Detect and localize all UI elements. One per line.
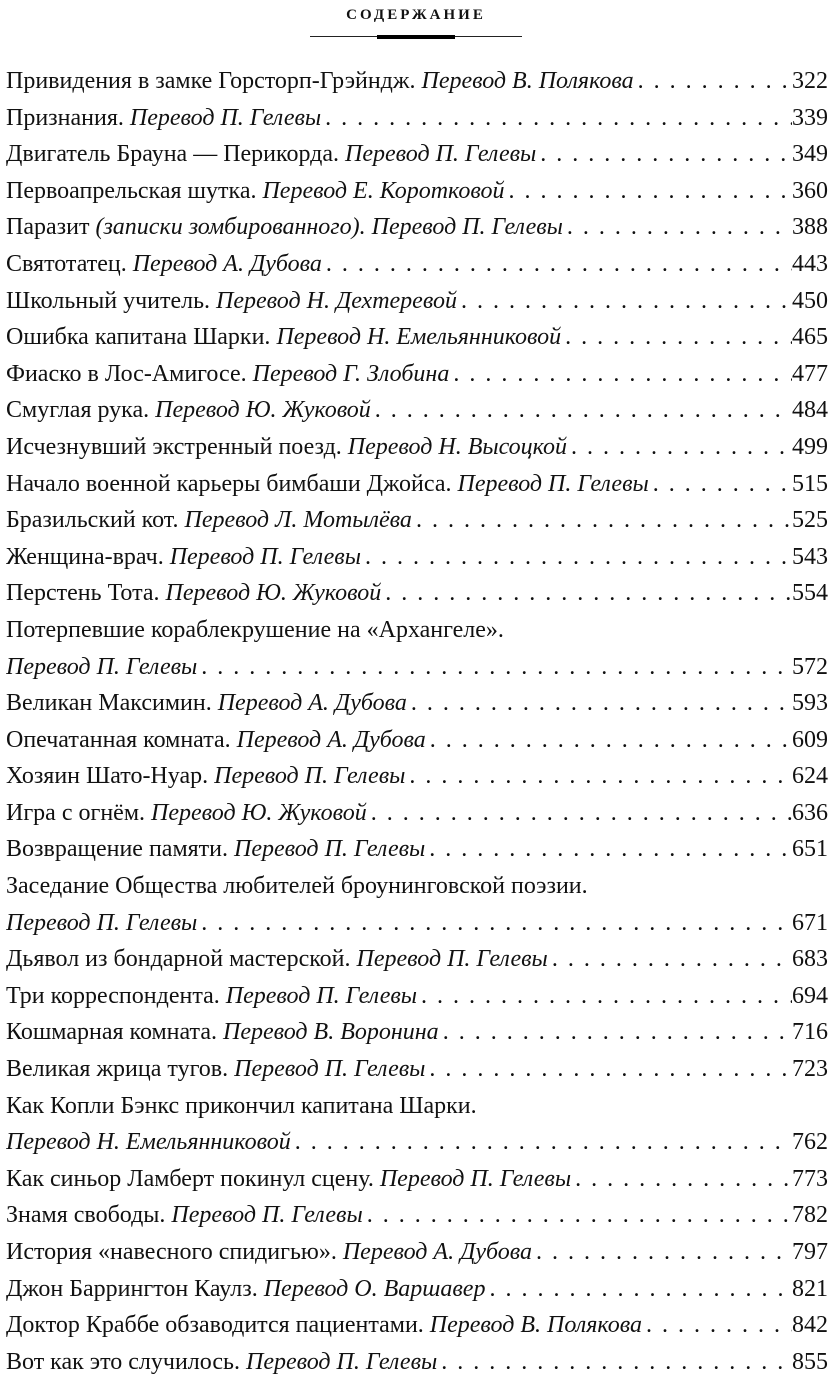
toc-entry-translator: Перевод П. Гелевы [169,543,361,570]
toc-entry-title: Джон Баррингтон Каулз. [6,1275,258,1302]
toc-entry-title-line [6,868,828,905]
toc-entry-text [6,100,321,137]
toc-entry-line [6,1344,828,1381]
toc-entry-title: История «навесного спидигью». [6,1239,337,1265]
toc-entry-title: Великая жрица тугов. [6,1056,229,1083]
toc-entry-translator: Перевод П. Гелевы [356,946,548,973]
dot-leader [457,283,792,320]
dot-leader [485,1271,792,1308]
toc-entry-text [6,209,563,246]
dot-leader [417,978,792,1015]
toc-entry-line [6,319,828,356]
toc-entry-page-number: 624 [792,763,828,790]
toc-entry-prefix [6,1124,291,1161]
dot-leader [536,136,792,173]
toc-entry-line [6,758,828,795]
toc-entry-line [6,1161,828,1198]
toc-entry-title: Перстень Тота. [6,580,160,607]
toc-entry-title: Дьявол из бондарной мастерской. [6,946,351,973]
dot-leader [322,246,792,283]
toc-entry [6,978,828,1015]
toc-entry [6,1344,828,1381]
toc-entry-text [6,758,405,795]
toc-entry-text [6,539,361,576]
toc-entry-text [6,1051,425,1088]
toc-entry-translator: Перевод Н. Дехтеревой [216,287,457,314]
toc-entry-line [6,575,828,612]
toc-entry-page-number: 636 [792,799,828,826]
toc-entry-text [6,575,381,612]
toc-entry-text [6,1197,363,1234]
toc-entry-page-number: 543 [792,543,828,570]
toc-entry-translator: Перевод П. Гелевы [245,1348,438,1375]
toc-entry-text [6,831,425,868]
toc-entry-page-number: 572 [792,653,828,680]
toc-entry [6,722,828,759]
toc-entry-translator: Перевод А. Дубова [236,726,426,753]
toc-entry-translator: Перевод Н. Емельянниковой [6,1129,291,1156]
toc-entry-text [6,173,504,210]
toc-entry-line [6,539,828,576]
toc-entry [6,612,828,685]
toc-entry-page-number: 322 [792,68,828,94]
toc-entry-translator: Перевод Ю. Жуковой [155,397,371,424]
toc-entry-title: Заседание Общества любителей броунинговской поэзии. [6,873,588,900]
toc-entry-line [6,283,828,320]
toc-entry-translator: Перевод П. Гелевы [234,1056,426,1083]
toc-entry-line [6,1051,828,1088]
toc-entry-page-number: 339 [792,104,828,131]
toc-entry-translator: Перевод П. Гелевы [345,141,537,168]
toc-entry [6,685,828,722]
toc-entry [6,319,828,356]
toc-entry-title: Хозяин Шато-Нуар. [6,763,209,790]
toc-entry-line [6,466,828,503]
toc-entry-translator: Перевод П. Гелевы [234,836,426,863]
dot-leader [367,795,792,832]
toc-entry-line [6,209,828,246]
toc-entry-translation-line [6,905,828,942]
toc-entry-title: Знамя свободы. [6,1202,166,1229]
toc-entry [6,429,828,466]
dot-leader [426,722,792,759]
toc-entry [6,1197,828,1234]
page-title: СОДЕРЖАНИЕ [346,7,486,23]
toc-entry-text [6,136,536,173]
toc-entry-translator: Перевод П. Гелевы [457,470,649,497]
dot-leader [532,1234,792,1271]
toc-entry-text [6,941,548,978]
toc-entry [6,1271,828,1308]
toc-entry [6,941,828,978]
toc-entry-line [6,392,828,429]
toc-entry-translator: Перевод П. Гелевы [379,1165,572,1192]
dot-leader [561,319,792,356]
toc-entry-line [6,429,828,466]
toc-entry-line [6,1307,828,1344]
toc-entry-page-number: 842 [792,1312,828,1339]
toc-entry-title: Смуглая рука. [6,397,150,424]
toc-entry-page-number: 484 [792,397,828,424]
toc-entry-title: Возвращение памяти. [6,836,228,863]
toc-entry-title: Школьный учитель. [6,287,211,314]
toc-entry-text [6,429,567,466]
toc-entry [6,1014,828,1051]
toc-entry-line [6,795,828,832]
toc-entry-translator: Перевод П. Гелевы [371,214,563,241]
toc-entry-title: Признания. [6,104,124,131]
toc-entry-page-number: 477 [792,360,828,387]
dot-leader [449,356,792,393]
toc-entry-title: Кошмарная комната. [6,1019,217,1046]
toc-entry-translator: Перевод Ю. Жуковой [165,580,382,607]
toc-entry-title: Великан Максимин. [6,690,212,717]
toc-entry-title: Доктор Краббе обзаводится пациентами. [6,1312,424,1339]
toc-entry-translation-line [6,1124,828,1161]
dot-leader [563,209,792,246]
dot-leader [412,502,792,539]
dot-leader [504,173,792,210]
toc-entry-translator: Перевод Л. Мотылёва [184,507,412,534]
toc-entry-title: Двигатель Брауна — Перикорда. [6,141,340,168]
toc-entry-page-number: 360 [792,177,828,204]
dot-leader [425,831,792,868]
toc-entry-text [6,722,426,759]
toc-entry-translator: Перевод П. Гелевы [171,1202,363,1229]
toc-entry-line [6,136,828,173]
toc-entry-title: Три корреспондента. [6,982,220,1009]
toc-entry-title: Опечатанная комната. [6,726,231,753]
toc-entry-page-number: 651 [792,836,828,863]
toc-entry-title: Бразильский кот. [6,507,179,534]
toc-entry-translation-line [6,649,828,686]
toc-entry [6,795,828,832]
dot-leader [571,1161,792,1198]
toc-entry-page-number: 773 [792,1165,828,1192]
dot-leader [291,1124,792,1161]
toc-entry-title-line [6,612,828,649]
toc-entry [6,1307,828,1344]
dot-leader [439,1014,792,1051]
toc-entry-line [6,502,828,539]
toc-entry-line [6,100,828,137]
toc-entry [6,831,828,868]
toc-entry-title-line [6,1088,828,1125]
toc-entry-page-number: 465 [792,324,828,351]
toc-entry-translator: Перевод В. Воронина [222,1019,439,1046]
dot-leader [197,905,792,942]
toc-entry [6,1234,828,1271]
toc-entry-text [6,1234,532,1271]
toc-entry-page-number: 716 [792,1019,828,1046]
toc-entry-translator: Перевод В. Полякова [421,68,634,94]
toc-entry-page-number: 821 [792,1275,828,1302]
toc-entry-title: Святотатец. [6,250,127,277]
toc-entry-text [6,1271,485,1308]
dot-leader [371,392,792,429]
toc-entry-note: (записки зомбированного). [95,214,366,241]
toc-entry [6,100,828,137]
toc-entry-title: Фиаско в Лос-Амигосе. [6,360,247,387]
toc-entry-translator: Перевод А. Дубова [132,250,322,277]
toc-entry-title: Начало военной карьеры бимбаши Джойса. [6,470,452,497]
toc-entry [6,1161,828,1198]
toc-entry-title: Вот как это случилось. [6,1348,240,1375]
dot-leader [634,63,792,100]
toc-entry-page-number: 609 [792,726,828,753]
toc-entry-text [6,685,407,722]
toc-entry-line [6,63,828,100]
toc-entry-translator: Перевод Ю. Жуковой [151,799,367,826]
toc-entry-text [6,356,449,393]
toc-entry-title: Паразит [6,214,90,241]
toc-entry-title: Как синьор Ламберт покинул сцену. [6,1165,374,1192]
toc-entry-line [6,1234,828,1271]
toc-entry-page-number: 694 [792,982,828,1009]
toc-entry-page-number: 515 [792,470,828,497]
toc-entry [6,539,828,576]
toc-entry-text [6,466,649,503]
toc-entry-translator: Перевод П. Гелевы [214,763,406,790]
toc-entry-translator: Перевод П. Гелевы [129,104,322,131]
toc-entry [6,502,828,539]
toc-entry-translator: Перевод В. Полякова [429,1312,642,1339]
toc-entry-line [6,978,828,1015]
toc-entry [6,209,828,246]
toc-entry-title: Как Копли Бэнкс прикончил капитана Шарки. [6,1092,477,1119]
toc-entry-line [6,356,828,393]
toc-entry-page-number: 683 [792,946,828,973]
toc-entry [6,283,828,320]
toc-entry-page-number: 499 [792,433,828,460]
toc-entry-translator: Перевод П. Гелевы [225,982,418,1009]
toc-entry-text [6,319,561,356]
toc-entry-page-number: 388 [792,214,828,241]
dot-leader [361,539,792,576]
dot-leader [405,758,792,795]
dot-leader [649,466,792,503]
toc-entry-page-number: 855 [792,1348,828,1375]
toc-entry-line [6,246,828,283]
header-divider-accent [377,35,455,39]
toc-entry-translator: Перевод Е. Коротковой [262,177,505,204]
toc-entry-translator: Перевод Н. Высоцкой [347,433,567,460]
toc-entry [6,246,828,283]
toc-entry-title: Исчезнувший экстренный поезд. [6,433,342,460]
toc-entry-text [6,1344,437,1381]
dot-leader [321,100,792,137]
toc-entry [6,1088,828,1161]
header-divider [310,36,522,37]
toc-entry [6,466,828,503]
dot-leader [548,941,792,978]
toc-entry [6,575,828,612]
toc-entry-page-number: 525 [792,507,828,534]
toc-entry [6,392,828,429]
toc-entry [6,1051,828,1088]
toc-entry-translator: Перевод П. Гелевы [6,909,198,936]
toc-entry-line [6,173,828,210]
toc-entry-translator: Перевод О. Варшавер [263,1275,486,1302]
toc-entry-page-number: 450 [792,287,828,314]
toc-entry-translator: Перевод А. Дубова [342,1239,532,1265]
toc-entry-prefix [6,649,197,686]
toc-entry-text [6,1014,439,1051]
toc-entry [6,136,828,173]
toc-entry-title: Привидения в замке Горсторп-Грэйндж. [6,68,416,94]
toc-entry [6,758,828,795]
toc-entry-line [6,941,828,978]
toc-entry-text [6,1307,642,1344]
toc-entry-text [6,283,457,320]
page-header [0,6,832,37]
toc-entry-title: Игра с огнём. [6,799,146,826]
table-of-contents [6,63,828,1380]
toc-entry-line [6,1197,828,1234]
toc-entry-line [6,1271,828,1308]
toc-entry-line [6,1014,828,1051]
toc-entry [6,356,828,393]
toc-entry-line [6,831,828,868]
dot-leader [407,685,792,722]
toc-entry-page-number: 782 [792,1202,828,1229]
toc-entry-text [6,1161,571,1198]
toc-entry-translator: Перевод А. Дубова [217,690,407,717]
dot-leader [197,649,792,686]
toc-entry-page-number: 349 [792,141,828,168]
dot-leader [567,429,792,466]
toc-entry-text [6,502,412,539]
toc-entry-page-number: 723 [792,1056,828,1083]
dot-leader [363,1197,792,1234]
toc-entry-line [6,685,828,722]
toc-entry-title: Женщина-врач. [6,543,164,570]
dot-leader [425,1051,792,1088]
toc-entry-text [6,978,417,1015]
toc-entry-page-number: 797 [792,1239,828,1265]
dot-leader [437,1344,792,1381]
toc-entry-line [6,722,828,759]
toc-entry-title: Первоапрельская шутка. [6,177,257,204]
dot-leader [642,1307,792,1344]
toc-entry-text [6,246,322,283]
toc-entry-page-number: 554 [792,580,828,607]
toc-entry-title: Ошибка капитана Шарки. [6,324,271,351]
toc-entry-page-number: 671 [792,909,828,936]
toc-entry-page-number: 593 [792,690,828,717]
toc-entry-translator: Перевод Г. Злобина [252,360,450,387]
toc-entry-translator: Перевод Н. Емельянниковой [276,324,562,351]
toc-entry-text [6,63,634,100]
toc-entry [6,63,828,100]
toc-entry-translator: Перевод П. Гелевы [6,653,198,680]
toc-entry-page-number: 443 [792,250,828,277]
toc-entry-title: Потерпевшие кораблекрушение на «Архангеле». [6,616,504,643]
dot-leader [381,575,792,612]
toc-entry-text [6,795,367,832]
toc-entry-text [6,392,371,429]
toc-entry [6,868,828,941]
toc-entry [6,173,828,210]
toc-entry-prefix [6,905,197,942]
toc-entry-page-number: 762 [792,1129,828,1156]
